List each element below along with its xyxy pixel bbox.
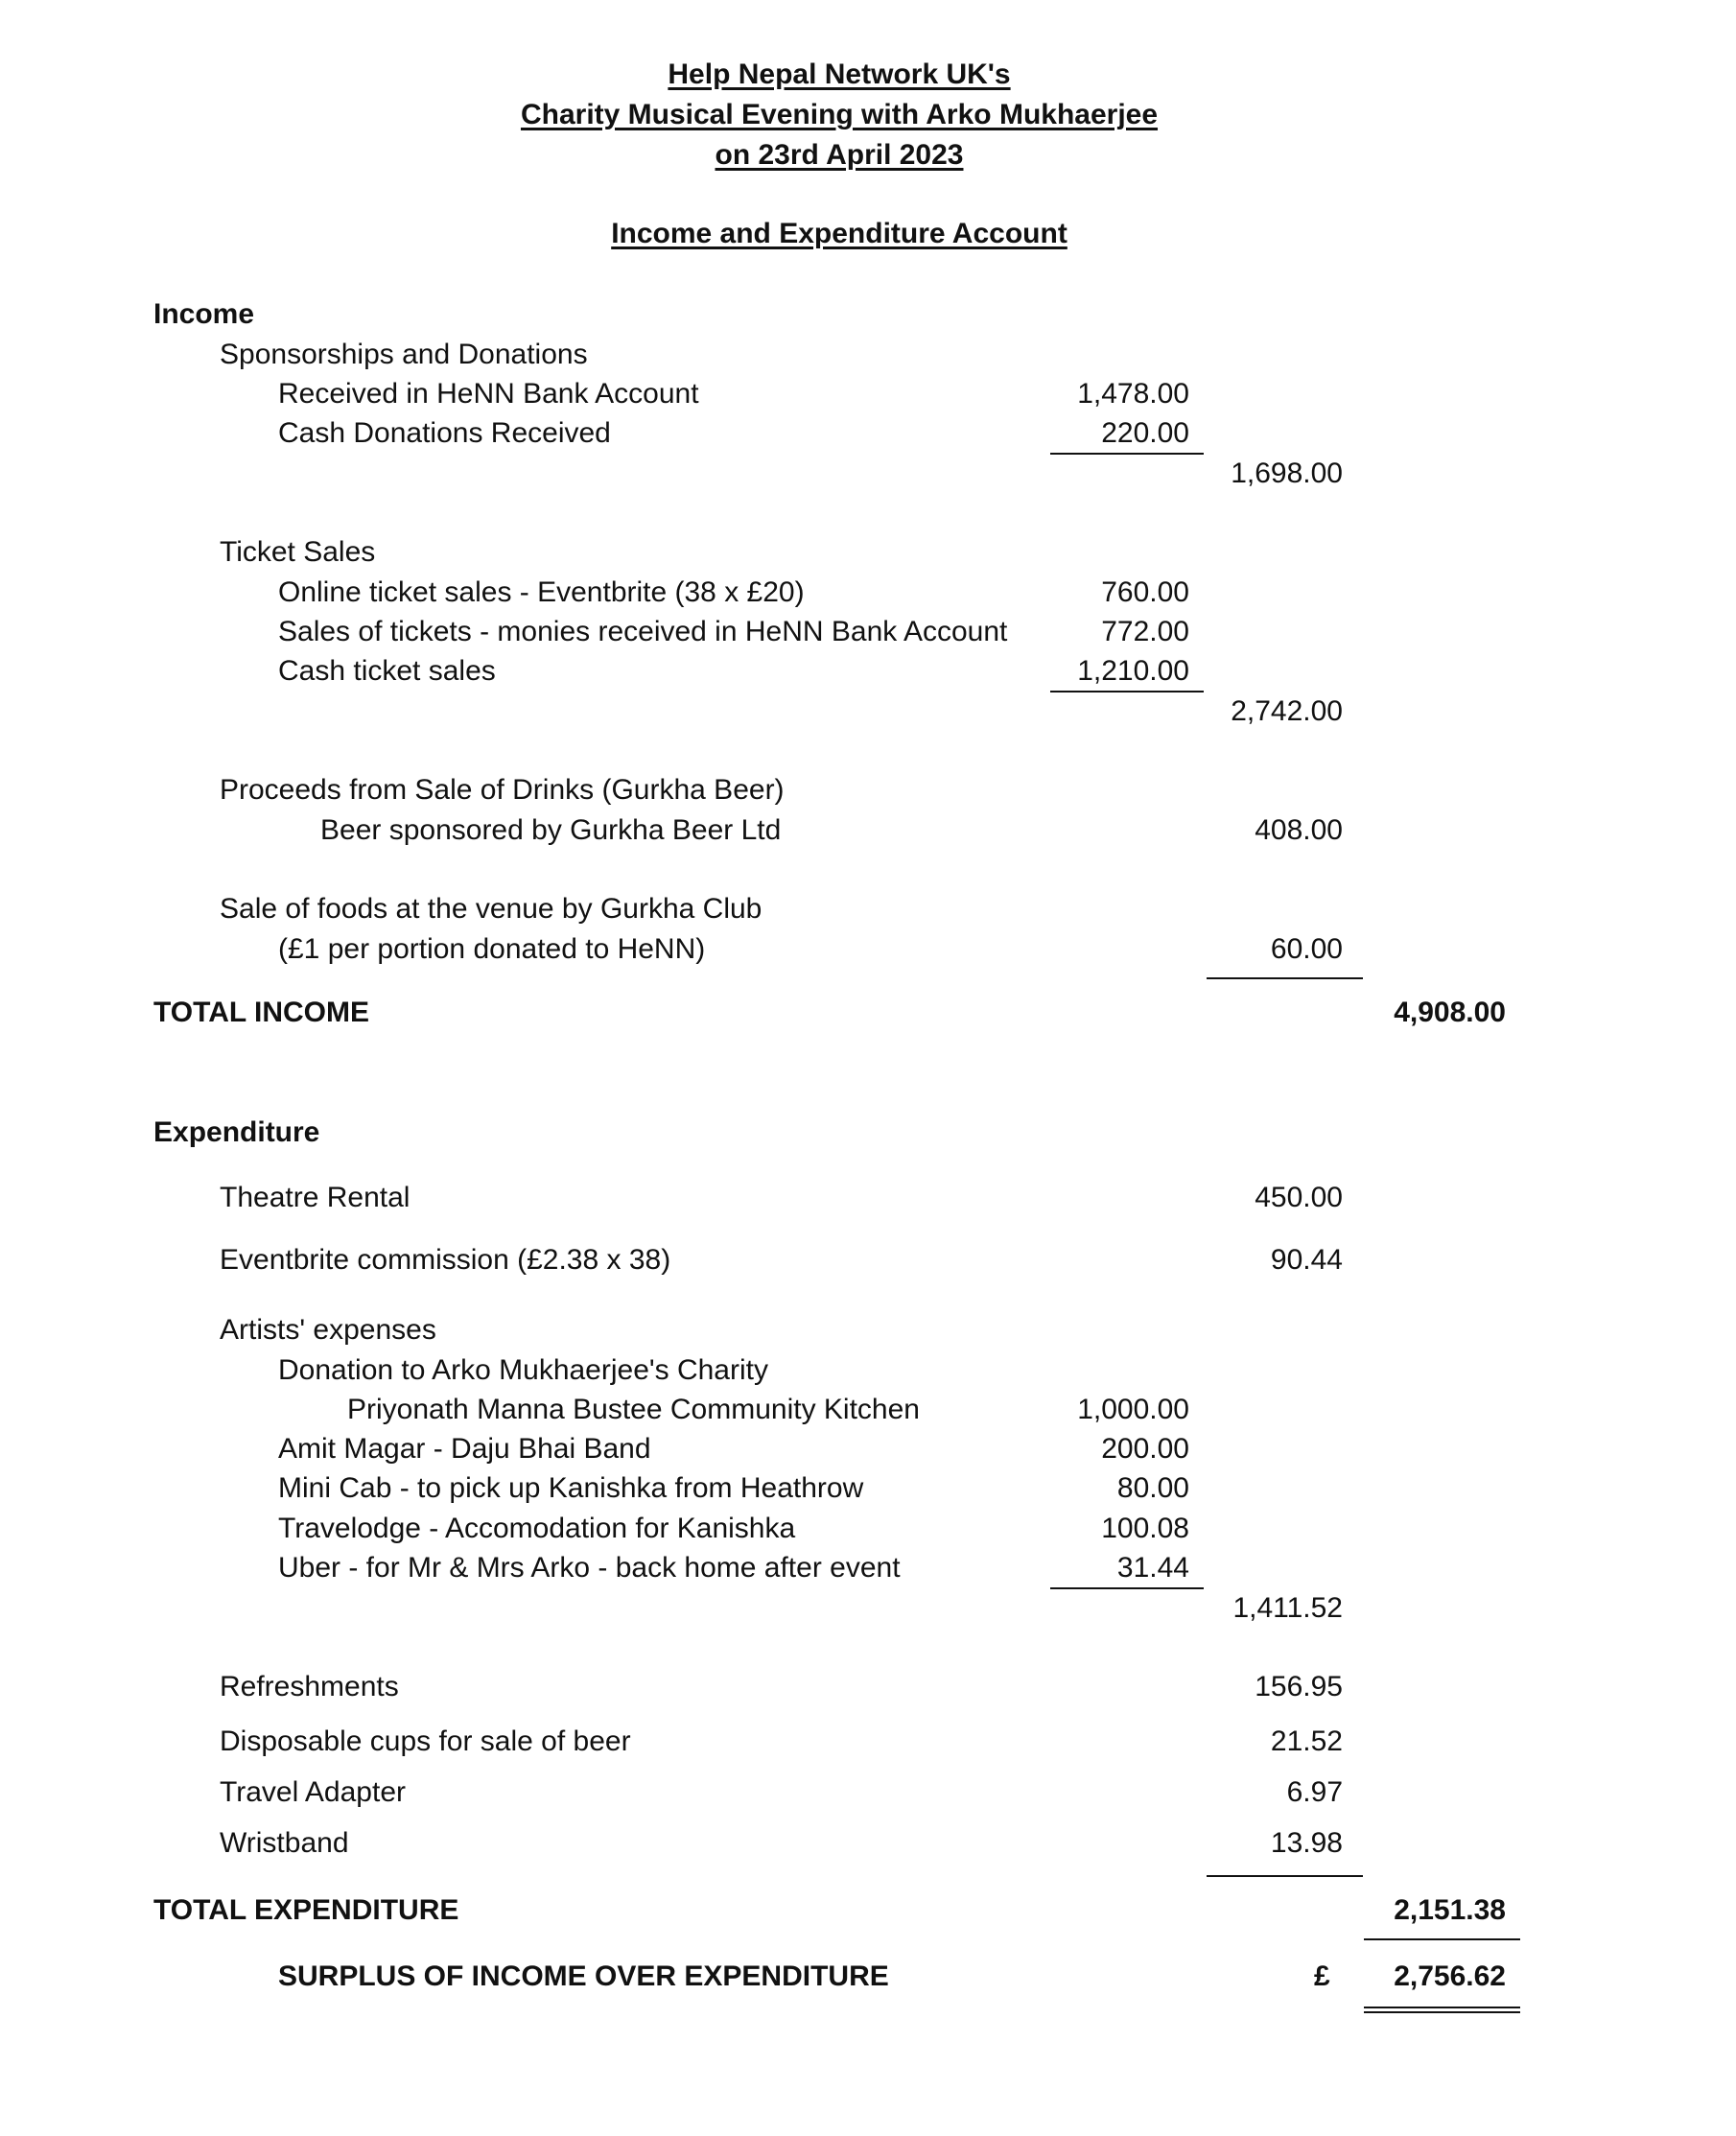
ticket-item-amount: 772.00 [1101, 616, 1189, 647]
sponsorship-item-amount: 1,478.00 [1077, 378, 1189, 410]
sponsorship-item-amount: 220.00 [1101, 417, 1189, 449]
artist-item-label: Travelodge - Accomodation for Kanishka [278, 1513, 796, 1544]
artists-donation-label: Donation to Arko Mukhaerjee's Charity [278, 1354, 768, 1386]
surplus-amount: 2,756.62 [1394, 1960, 1506, 1992]
artist-item-amount: 80.00 [1116, 1472, 1189, 1504]
foods-sublabel: (£1 per portion donated to HeNN) [278, 933, 706, 965]
expenditure-heading: Expenditure [153, 1116, 320, 1148]
total-expenditure-amount: 2,151.38 [1394, 1894, 1506, 1926]
tickets-label: Ticket Sales [220, 536, 376, 568]
artists-subtotal: 1,411.52 [1232, 1592, 1343, 1624]
total-income-amount: 4,908.00 [1394, 997, 1506, 1028]
expense-item-amount: 13.98 [1270, 1827, 1343, 1859]
expense-item-label: Travel Adapter [220, 1776, 406, 1808]
double-underline [1364, 2007, 1520, 2013]
foods-label: Sale of foods at the venue by Gurkha Club [220, 893, 762, 925]
sponsorship-item-label: Received in HeNN Bank Account [278, 378, 699, 410]
ticket-item-amount: 760.00 [1101, 576, 1189, 608]
subtotal-rule [1050, 453, 1204, 455]
column-rule [1207, 1875, 1363, 1877]
statement-title: Income and Expenditure Account [611, 218, 1067, 249]
artist-item-label: Amit Magar - Daju Bhai Band [278, 1433, 651, 1465]
surplus-label: SURPLUS OF INCOME OVER EXPENDITURE [278, 1960, 889, 1992]
total-rule [1364, 1938, 1520, 1940]
expense-item-amount: 21.52 [1270, 1725, 1343, 1757]
expense-item-label: Wristband [220, 1827, 349, 1859]
artist-item-label: Uber - for Mr & Mrs Arko - back home after event [278, 1552, 901, 1584]
artist-item-amount: 1,000.00 [1077, 1394, 1189, 1425]
event-title: Charity Musical Evening with Arko Mukhaerjee [520, 99, 1159, 130]
ticket-item-label: Online ticket sales - Eventbrite (38 x £20) [278, 576, 805, 608]
drinks-label: Proceeds from Sale of Drinks (Gurkha Beer) [220, 774, 785, 806]
eventbrite-label: Eventbrite commission (£2.38 x 38) [220, 1244, 671, 1276]
theatre-amount: 450.00 [1255, 1182, 1343, 1213]
event-date: on 23rd April 2023 [715, 139, 964, 171]
foods-amount: 60.00 [1270, 933, 1343, 965]
subtotal-rule [1050, 691, 1204, 692]
income-heading: Income [153, 298, 255, 330]
sponsorships-label: Sponsorships and Donations [220, 339, 588, 370]
drinks-amount: 408.00 [1255, 814, 1343, 846]
sponsorship-item-label: Cash Donations Received [278, 417, 611, 449]
drinks-sublabel: Beer sponsored by Gurkha Beer Ltd [320, 814, 782, 846]
expense-item-label: Refreshments [220, 1671, 399, 1702]
total-income-label: TOTAL INCOME [153, 997, 369, 1028]
eventbrite-amount: 90.44 [1270, 1244, 1343, 1276]
total-expenditure-label: TOTAL EXPENDITURE [153, 1894, 459, 1926]
artist-item-label: Mini Cab - to pick up Kanishka from Heathrow [278, 1472, 864, 1504]
tickets-subtotal: 2,742.00 [1231, 695, 1343, 727]
sponsorships-subtotal: 1,698.00 [1231, 458, 1343, 489]
expense-item-amount: 156.95 [1255, 1671, 1343, 1702]
artists-label: Artists' expenses [220, 1314, 436, 1346]
ticket-item-label: Cash ticket sales [278, 655, 496, 687]
column-rule [1207, 977, 1363, 979]
theatre-label: Theatre Rental [220, 1182, 411, 1213]
expense-item-amount: 6.97 [1286, 1776, 1343, 1808]
artist-item-amount: 100.08 [1101, 1513, 1189, 1544]
artist-item-amount: 200.00 [1101, 1433, 1189, 1465]
currency-symbol: £ [1314, 1960, 1330, 1992]
artist-item-label: Priyonath Manna Bustee Community Kitchen [347, 1394, 920, 1425]
org-title: Help Nepal Network UK's [668, 59, 1011, 90]
ticket-item-label: Sales of tickets - monies received in HeNN Bank Account [278, 616, 1008, 647]
subtotal-rule [1050, 1587, 1204, 1589]
ticket-item-amount: 1,210.00 [1077, 655, 1189, 687]
expense-item-label: Disposable cups for sale of beer [220, 1725, 631, 1757]
artist-item-amount: 31.44 [1116, 1552, 1189, 1584]
